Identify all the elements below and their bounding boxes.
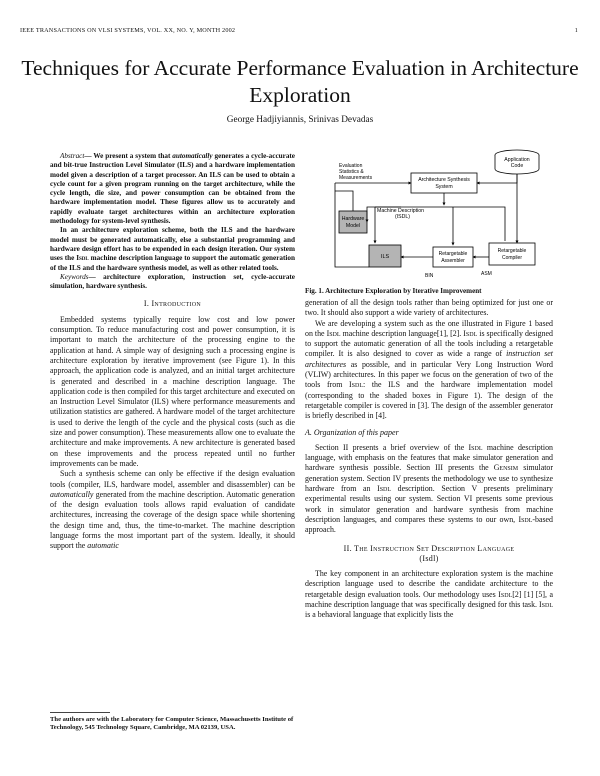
keywords-text: — architecture exploration, instruction set, cycle-accurate simulation, hardware synthesis. (50, 272, 295, 291)
intro-p2-a: Such a synthesis scheme can only be effective if the design evaluation tools (compiler, ILS, hardware model, assembler and disassembler) can be (50, 469, 295, 489)
intro-p3-c: is specifically designed to support the automatic generation of all the tools including a retargetable compiler. It is also designed to cover as wide a range of (305, 328, 553, 359)
eval-stats-label-2: Statistics & (339, 169, 364, 175)
intro-p3-isdl-2: Isdl (463, 328, 478, 338)
intro-paragraph-2 (50, 469, 295, 551)
s2-isdl-1: Isdl (498, 589, 513, 599)
intro-p3-isdl-3: Isdl (349, 380, 363, 390)
org-b: machine description language, with emphasis on the features that make simulator generation and hardware synthesis possible. Section III presents the (305, 442, 554, 473)
figure-caption: Fig. 1. Architecture Exploration by Iterative Improvement (305, 287, 482, 295)
eval-stats-label-3: Measurements (339, 175, 373, 181)
org-a: Section II presents a brief overview of the (315, 442, 469, 452)
org-d: description. Section V presents preliminary experimental results using our system. Section VI presents some previous work in simulator generation and hardware synthesis from machine description languages, and compares these systems to our own, (305, 484, 553, 524)
footnote (50, 712, 295, 733)
abstract-emphasis: automatically (172, 152, 213, 160)
org-isdl-2: Isdl (377, 484, 392, 494)
abstract-p2-rest: machine description language to support the automatic generation of the ILS and the hardware synthesis model, as well as other related tools. (50, 254, 295, 272)
org-e: -based approach. (305, 514, 553, 535)
abstract-p2-isdl: Isdl (76, 254, 89, 263)
application-code-node (495, 150, 539, 174)
application-code-label-1: Application (504, 157, 530, 163)
keywords-lead: Keywords (60, 272, 89, 281)
intro-p3-d: as possible, and in particular Very Long Instruction Word (VLIW) architectures. In this paper we focus on the generation of two of the tools from (305, 359, 553, 390)
retargetable-compiler-node (489, 243, 535, 265)
arch-synthesis-label-2: System (435, 184, 453, 190)
abstract-lead: Abstract (60, 152, 85, 160)
org-gensim: Gensim (493, 463, 519, 473)
paper-authors: George Hadjiyiannis, Srinivas Devadas (226, 115, 374, 125)
compiler-label-2: Compiler (501, 255, 523, 261)
bin-label: BIN (425, 273, 434, 279)
arch-synthesis-node (411, 173, 477, 193)
intro-p2-em: automatically (50, 489, 94, 499)
intro-paragraph-3 (305, 319, 553, 422)
right-column (305, 298, 553, 621)
eval-stats-label-1: Evaluation (339, 163, 363, 169)
running-header (20, 27, 580, 37)
assembler-label-1: Retargetable (438, 251, 468, 257)
s2-c: is a behavioral language that explicitly lists the (305, 610, 454, 620)
intro-paragraph-1: Embedded systems typically require low cost and low power consumption. To reduce manufacturing cost and power consumption, it is important to match the architecture of the processing engine to the application at hand. A simple way of designing such a processing engine is architecture exploration by iterative improvement (see Figure 1). In this approach, the application code is analyzed, and an initial target architecture is generated and described in a machine description language. The application code is then compiled for this target architecture and executed on an Instruction Level Simulator (ILS) where performance measurements and utilization statistics are gathered. A hardware model of the target architecture is used to derive the length of the cycle and the physical costs (such as die size and power consumption). These measurements allow one to evaluate the architecture and make improvements. A new architecture is generated based on these improvements and the process repeated until no further improvements can be made. (50, 314, 295, 468)
intro-p2-continuation: generation of all the design tools rather than being optimized for just one or two. It should also support a wide variety of architectures. (305, 298, 553, 318)
hardware-model-node (339, 211, 367, 233)
application-code-label-2: Code (510, 163, 524, 169)
section-1-heading: I. Introduction (143, 299, 202, 309)
intro-p3-e: : the ILS and the hardware implementation model (corresponding to the shaded boxes in Figure 1). The design of the retargetable compiler is covered in [3]. The design of the assembler generator is briefly described in [4]. (305, 380, 553, 421)
footnote-text: The authors are with the Laboratory for Computer Science, Massachusetts Institute of Technology, 545 Technology Square, Cambridge, MA 02139, USA. (50, 716, 294, 732)
org-isdl-1: Isdl (468, 442, 483, 452)
ils-label: ILS (380, 254, 390, 260)
paper-title: Techniques for Accurate Performance Evaluation in Architecture Exploration (21, 56, 579, 107)
org-isdl-3: Isdl (518, 514, 533, 524)
hardware-model-label-2: Model (345, 223, 361, 229)
section-2-paragraph (305, 569, 553, 620)
intro-p3-b: machine description language[1], [2]. (340, 328, 464, 338)
abstract (50, 152, 295, 226)
section-2-heading: II. The Instruction Set Description Language (343, 543, 515, 553)
arch-synthesis-label-1: Architecture Synthesis (418, 177, 470, 183)
hardware-model-label-1: Hardware (341, 216, 365, 222)
subsection-a-heading: A. Organization of this paper (305, 427, 399, 437)
machine-desc-label-2: (ISDL) (395, 214, 410, 220)
organization-paragraph (305, 443, 553, 536)
compiler-label-1: Retargetable (497, 248, 527, 254)
page-number: 1 (574, 27, 578, 34)
intro-p2-b: generated from the machine description. Automatic generation of the design evaluation tools allows rapid evaluation of candidate architectures, increasing the coverage of the design space while shortening the design time and, thus, the time-to-market. The machine description language forms the most important part of the system. Ideally, it should support the (50, 489, 295, 551)
section-2-heading-line-2: (Isdl) (419, 553, 439, 563)
s2-isdl-2: Isdl (539, 600, 553, 610)
keywords (50, 273, 295, 292)
abstract-paragraph-2 (50, 226, 295, 272)
figure-1 (305, 147, 553, 285)
abstract-text-2: generates a cycle-accurate and bit-true Instruction Level Simulator (ILS) and a hardware implementation model given a description of a target processor. An ILS can be used to obtain a cycle count for a given program running on the target architecture, while the cycle length, die size, and power consumption can be obtained from the hardware implementation model. These figures allow us to accurately and rapidly evaluate target architectures within an architecture exploration methodology for system-level synthesis. (50, 152, 295, 226)
ils-node (369, 245, 401, 267)
org-c: simulator generation system. Section IV presents the methodology we use to synthesize hardware from an (305, 463, 553, 494)
left-column (50, 152, 295, 552)
asm-label: ASM (481, 271, 492, 277)
journal-header: IEEE TRANSACTIONS ON VLSI SYSTEMS, VOL. XX, NO. Y, MONTH 2002 (20, 27, 236, 34)
assembler-label-2: Assembler (441, 258, 465, 264)
intro-p3-a: We are developing a system such as the one illustrated in Figure 1 based on the (305, 318, 553, 338)
intro-p3-isdl-1: Isdl (326, 328, 341, 338)
footnote-rule (50, 712, 110, 713)
abstract-p2-text: In an architecture exploration scheme, both the ILS and the hardware model must be generated automatically, else a substantial programming and hardware design effort has to be expended in each design iteration. Our system uses the (50, 226, 295, 263)
intro-p2-em2: automatic (87, 541, 119, 551)
s2-a: The key component in an architecture exploration system is the machine description language used to describe the candidate architecture to the retargetable design evaluation tools. Our methodology uses (305, 569, 553, 599)
s2-b: [2] [1] [5], a machine description language that was specifically designed for this task. (305, 589, 553, 610)
machine-desc-label-1: Machine Description (377, 208, 424, 214)
retargetable-assembler-node (433, 247, 473, 267)
intro-p3-em: instruction set architectures (305, 349, 553, 369)
abstract-text-1: — We present a system that (84, 152, 173, 160)
